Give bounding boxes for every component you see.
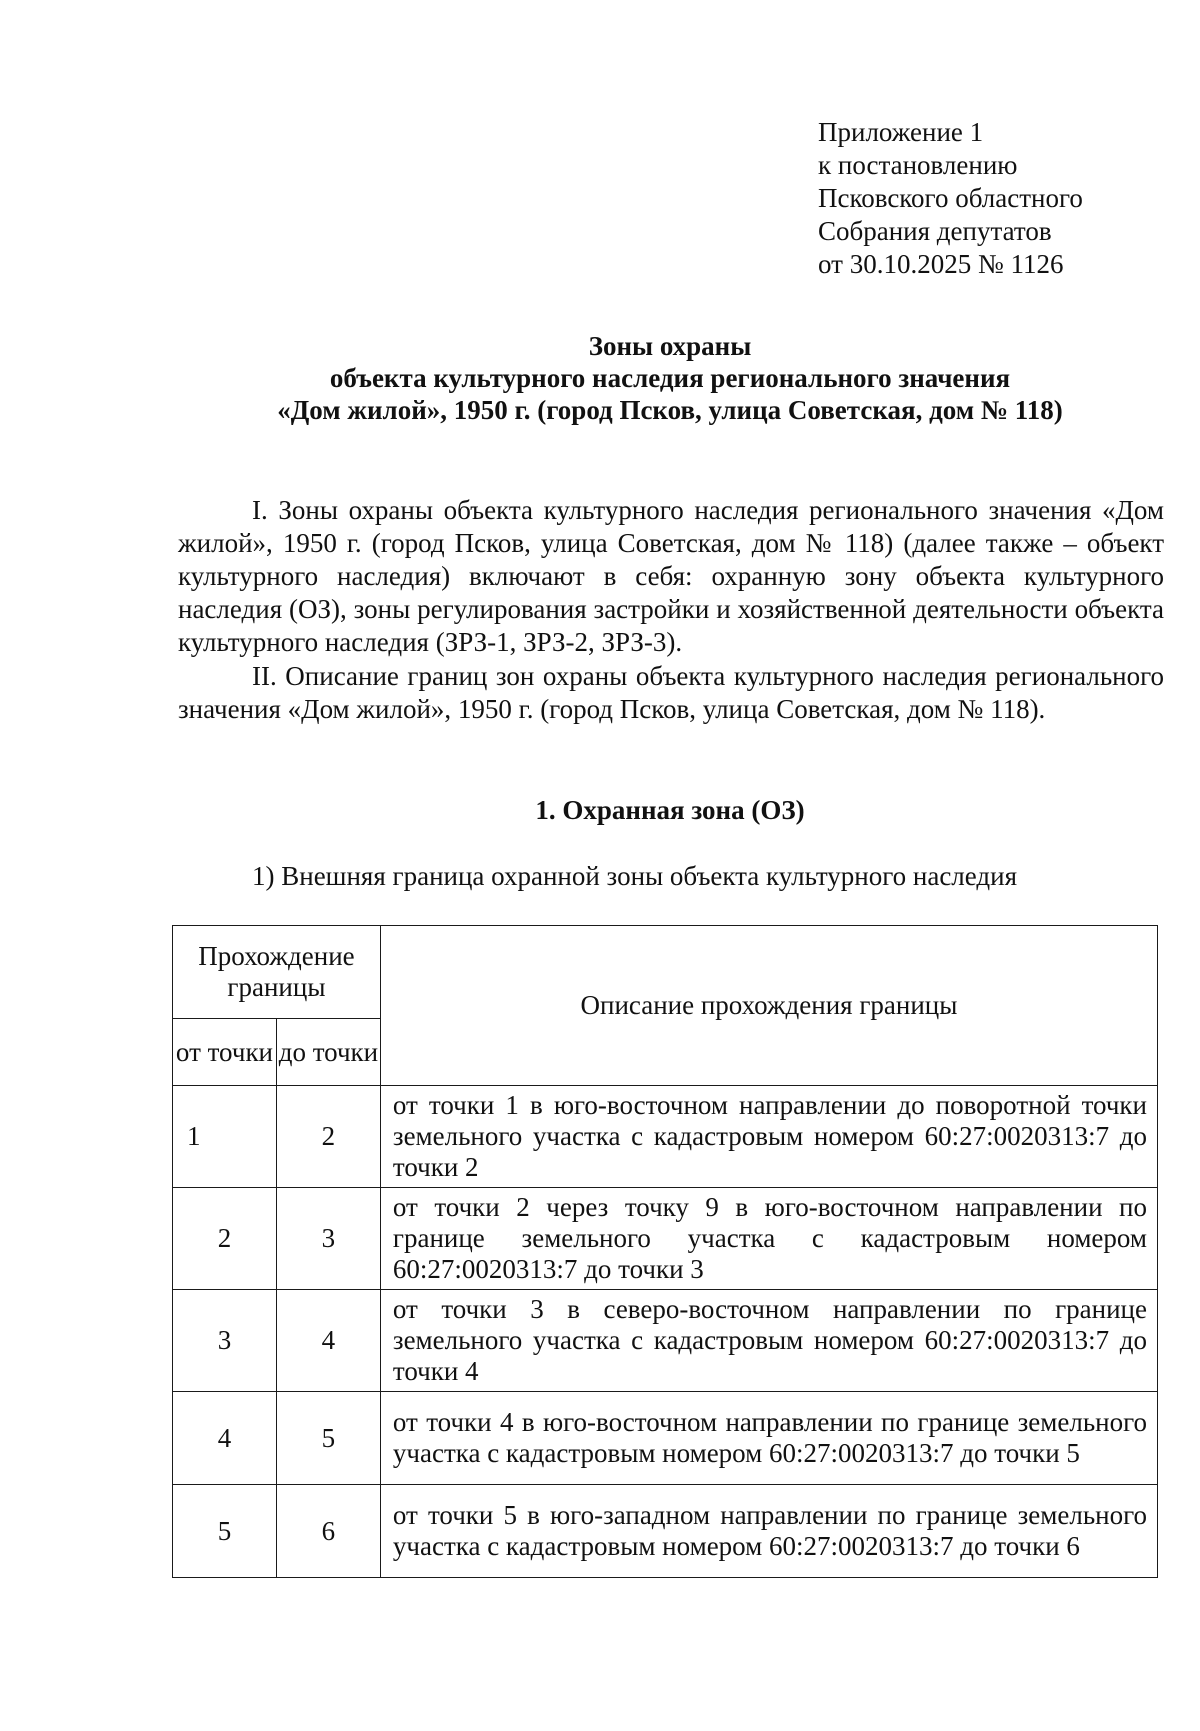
table-row <box>173 1188 1158 1290</box>
cell-from: 4 <box>173 1392 277 1485</box>
boundary-table <box>172 925 1158 1578</box>
cell-to: 2 <box>276 1086 380 1188</box>
document-title <box>170 330 1170 426</box>
appendix-line: от 30.10.2025 № 1126 <box>818 249 1064 279</box>
section-subheading: 1) Внешняя граница охранной зоны объекта культурного наследия <box>252 861 1018 891</box>
table-row <box>173 1392 1158 1485</box>
title-line: «Дом жилой», 1950 г. (город Псков, улица Советская, дом № 118) <box>277 395 1063 425</box>
cell-description: от точки 1 в юго-восточном направлении до поворотной точки земельного участка с кадастровым номером 60:27:0020313:7 до точки 2 <box>380 1086 1157 1188</box>
cell-to: 4 <box>276 1290 380 1392</box>
table-row <box>173 1086 1158 1188</box>
title-line: Зоны охраны <box>588 331 752 361</box>
cell-from: 2 <box>173 1188 277 1290</box>
appendix-line: Псковского областного <box>818 183 1083 213</box>
cell-description: от точки 5 в юго-западном направлении по границе земельного участка с кадастровым номером 60:27:0020313:7 до точки 6 <box>380 1485 1157 1578</box>
cell-description: от точки 3 в северо-восточном направлении по границе земельного участка с кадастровым номером 60:27:0020313:7 до точки 4 <box>380 1290 1157 1392</box>
header-passage: Прохождение границы <box>173 926 381 1019</box>
cell-from: 5 <box>173 1485 277 1578</box>
appendix-line: Собрания депутатов <box>818 216 1052 246</box>
table-row <box>173 1485 1158 1578</box>
cell-from: 1 <box>173 1086 277 1188</box>
appendix-block <box>818 116 1083 281</box>
section-heading: 1. Охранная зона (ОЗ) <box>535 795 805 825</box>
cell-description: от точки 4 в юго-восточном направлении по границе земельного участка с кадастровым номером 60:27:0020313:7 до точки 5 <box>380 1392 1157 1485</box>
table-row <box>173 1290 1158 1392</box>
paragraph-boundaries-description: II. Описание границ зон охраны объекта культурного наследия регионального значения «Дом жилой», 1950 г. (город Псков, улица Советская, дом № 118). <box>178 661 1164 724</box>
cell-to: 5 <box>276 1392 380 1485</box>
paragraph-zones-composition: I. Зоны охраны объекта культурного наследия регионального значения «Дом жилой», 1950 г. (город Псков, улица Советская, дом № 118) (далее также – объект культурного наследия) включают в себя: охранную зону объекта культурного наследия (ОЗ), зоны регулирования застройки и хозяйственной деятельности объекта культурного наследия (ЗРЗ-1, ЗРЗ-2, ЗРЗ-3). <box>178 495 1164 657</box>
header-to: до точки <box>276 1019 380 1086</box>
table-header-row <box>173 926 1158 1019</box>
appendix-line: Приложение 1 <box>818 117 984 147</box>
title-line: объекта культурного наследия регионального значения <box>329 363 1011 393</box>
cell-to: 3 <box>276 1188 380 1290</box>
header-description: Описание прохождения границы <box>380 926 1157 1086</box>
appendix-line: к постановлению <box>818 150 1018 180</box>
cell-description: от точки 2 через точку 9 в юго-восточном направлении по границе земельного участка с кадастровым номером 60:27:0020313:7 до точки 3 <box>380 1188 1157 1290</box>
header-from: от точки <box>173 1019 277 1086</box>
cell-to: 6 <box>276 1485 380 1578</box>
cell-from: 3 <box>173 1290 277 1392</box>
